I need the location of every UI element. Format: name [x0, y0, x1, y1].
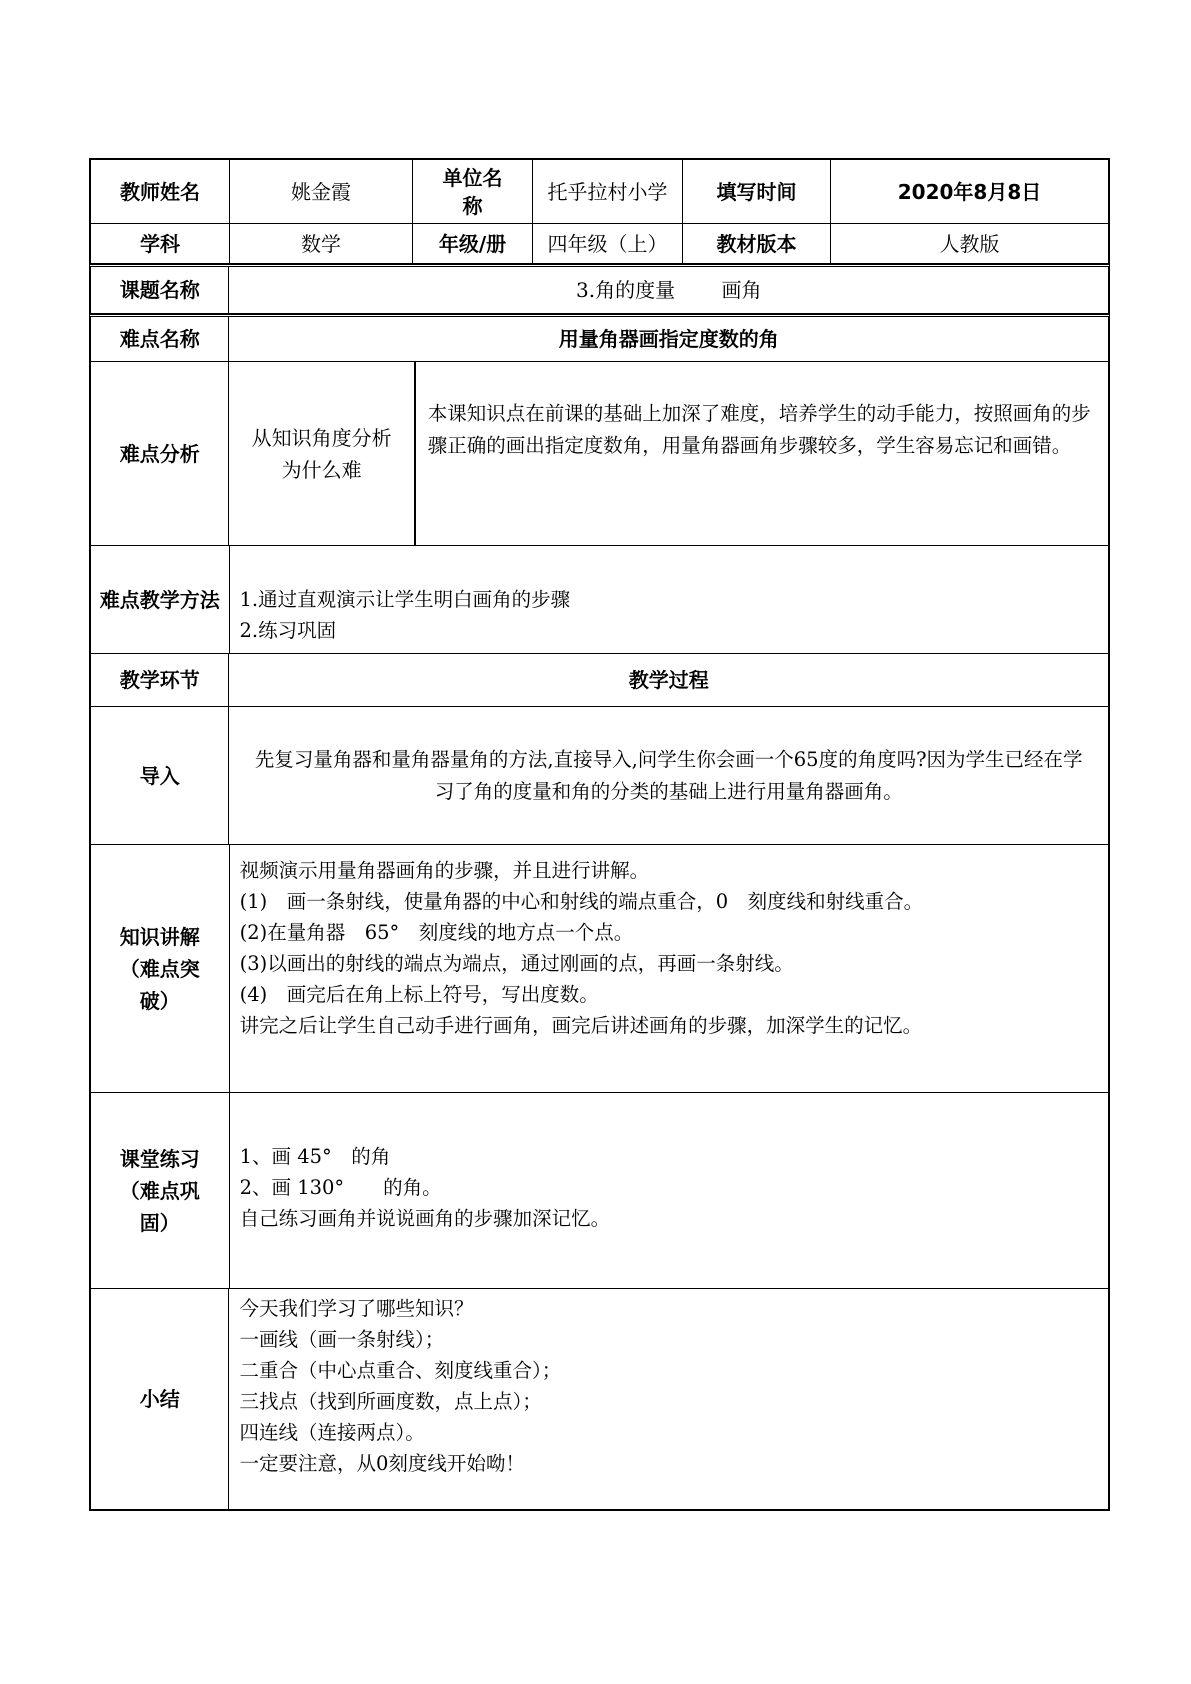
edition-label: 教材版本	[682, 224, 830, 263]
row-subject-info	[89, 224, 1110, 264]
row-teaching-method	[89, 546, 1110, 654]
method-line-1: 1.通过直观演示让学生明白画角的步骤	[239, 588, 571, 611]
subject-value: 数学	[229, 224, 412, 263]
difficulty-value: 用量角器画指定度数的角	[228, 317, 1108, 361]
date-label: 填写时间	[682, 160, 830, 223]
topic-value: 3.角的度量 画角	[228, 267, 1108, 313]
teacher-name-value: 姚金霞	[229, 160, 412, 223]
row-summary	[89, 1289, 1110, 1511]
intro-label: 导入	[139, 763, 180, 788]
row-topic	[89, 264, 1110, 314]
knowledge-line-4: (3)以画出的射线的端点为端点，通过刚画的点，再画一条射线。	[239, 952, 794, 975]
row-teacher-info	[89, 158, 1110, 224]
subject-label: 学科	[140, 231, 180, 256]
row-intro	[89, 707, 1110, 845]
practice-line-2: 2、画 130° 的角。	[239, 1176, 442, 1199]
grade-label: 年级/册	[412, 224, 532, 263]
summary-line-4: 三找点（找到所画度数，点上点）；	[239, 1390, 542, 1413]
unit-value: 托乎拉村小学	[532, 160, 682, 223]
knowledge-line-2: (1) 画一条射线，使量角器的中心和射线的端点重合，0 刻度线和射线重合。	[239, 890, 924, 913]
summary-line-1: 今天我们学习了哪些知识？	[239, 1297, 474, 1320]
knowledge-line-6: 讲完之后让学生自己动手进行画角，画完后讲述画角的步骤，加深学生的记忆。	[239, 1014, 923, 1037]
method-label: 难点教学方法	[99, 587, 220, 612]
lesson-plan-table	[89, 158, 1110, 1511]
summary-line-6: 一定要注意，从0刻度线开始呦！	[239, 1452, 525, 1475]
practice-content	[229, 1093, 1108, 1288]
knowledge-line-1: 视频演示用量角器画角的步骤，并且进行讲解。	[239, 859, 650, 882]
knowledge-content	[229, 845, 1108, 1092]
grade-value: 四年级（上）	[532, 224, 682, 263]
practice-line-3: 自己练习画角并说说画角的步骤加深记忆。	[239, 1207, 611, 1230]
knowledge-line-3: (2)在量角器 65° 刻度线的地方点一个点。	[239, 921, 634, 944]
summary-content	[228, 1289, 1108, 1509]
unit-label: 单位名称	[412, 160, 532, 223]
method-line-2: 2.练习巩固	[239, 619, 337, 642]
practice-label: 课堂练习（难点巩固）	[119, 1146, 200, 1235]
intro-text: 先复习量角器和量角器量角的方法,直接导入,问学生你会画一个65度的角度吗?因为学生已经在学习了角的度量和角的分类的基础上进行用量角器画角。	[228, 707, 1108, 844]
method-content	[229, 546, 1109, 653]
topic-label: 课题名称	[119, 278, 200, 302]
analysis-sub-label: 从知识角度分析为什么难	[228, 362, 413, 545]
row-difficulty-analysis	[89, 362, 1110, 546]
summary-label: 小结	[139, 1387, 180, 1411]
edition-value: 人教版	[830, 224, 1108, 263]
row-knowledge	[89, 845, 1110, 1093]
difficulty-label: 难点名称	[119, 327, 200, 351]
summary-line-3: 二重合（中心点重合、刻度线重合）；	[239, 1359, 562, 1382]
row-process-header	[89, 654, 1110, 707]
analysis-text: 本课知识点在前课的基础上加深了难度，培养学生的动手能力，按照画角的步骤正确的画出指定度数角，用量角器画角步骤较多，学生容易忘记和画错。	[414, 362, 1108, 545]
date-value: 2020年8月8日	[830, 160, 1108, 223]
summary-line-5: 四连线（连接两点）。	[239, 1421, 425, 1444]
process-value: 教学过程	[228, 654, 1108, 706]
analysis-label: 难点分析	[119, 441, 200, 466]
knowledge-line-5: (4) 画完后在角上标上符号，写出度数。	[239, 983, 599, 1006]
knowledge-label: 知识讲解（难点突破）	[119, 924, 200, 1013]
row-practice	[89, 1093, 1110, 1289]
summary-line-2: 一画线（画一条射线）；	[239, 1328, 445, 1351]
process-label: 教学环节	[119, 668, 200, 692]
practice-line-1: 1、画 45° 的角	[239, 1145, 391, 1168]
teacher-name-label: 教师姓名	[120, 179, 200, 204]
row-difficulty-name	[89, 314, 1110, 362]
